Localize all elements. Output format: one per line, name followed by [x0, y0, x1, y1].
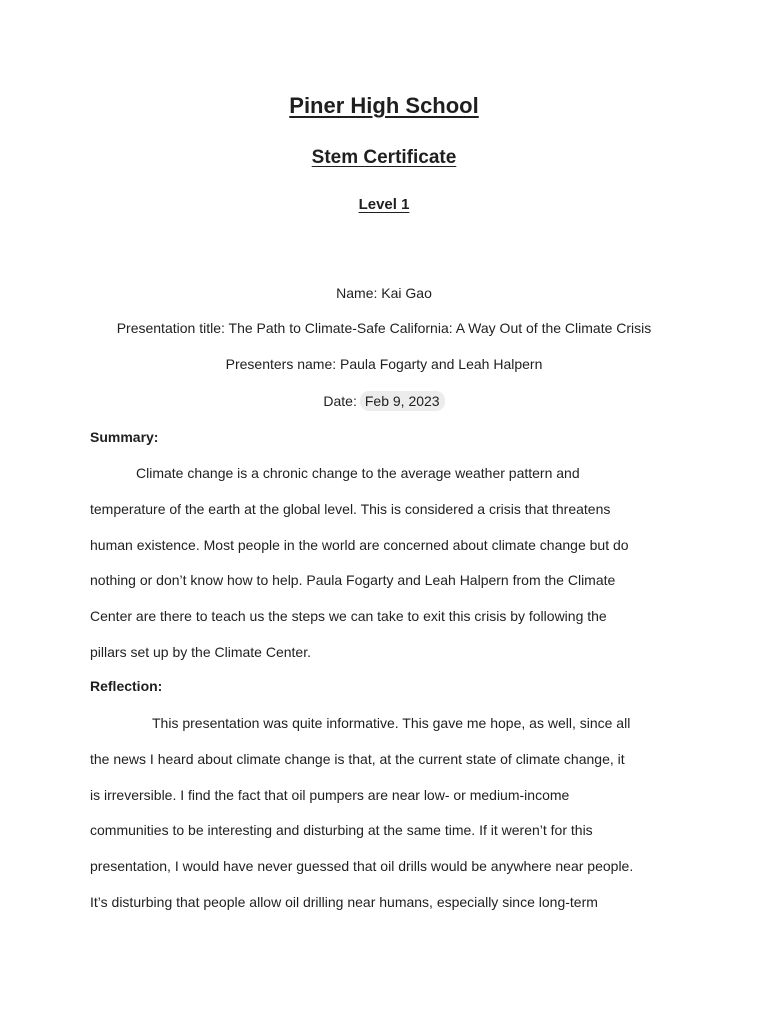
- reflection-line: This presentation was quite informative. This gave me hope, as well, since all: [152, 715, 631, 731]
- date-label: Date:: [323, 393, 357, 409]
- level-title: Level 1: [358, 196, 410, 213]
- date-line: [0, 391, 768, 411]
- reflection-line: It’s disturbing that people allow oil drilling near humans, especially since long-term: [90, 894, 598, 910]
- summary-line: pillars set up by the Climate Center.: [90, 644, 311, 660]
- presenters-name-line: Presenters name: Paula Fogarty and Leah Halpern: [225, 356, 543, 372]
- summary-heading: Summary:: [90, 429, 159, 445]
- presentation-title-line: Presentation title: The Path to Climate-Safe California: A Way Out of the Climate Crisis: [116, 320, 652, 336]
- reflection-line: presentation, I would have never guessed that oil drills would be anywhere near people.: [90, 858, 634, 874]
- reflection-line: communities to be interesting and disturbing at the same time. If it weren’t for this: [90, 822, 593, 838]
- reflection-line: is irreversible. I find the fact that oil pumpers are near low- or medium-income: [90, 787, 570, 803]
- certificate-title: Stem Certificate: [311, 147, 457, 168]
- summary-line: temperature of the earth at the global level. This is considered a crisis that threatens: [90, 501, 611, 517]
- school-title: Piner High School: [289, 93, 479, 118]
- date-chip[interactable]: Feb 9, 2023: [360, 391, 445, 411]
- summary-line: human existence. Most people in the world are concerned about climate change but do: [90, 537, 629, 553]
- summary-line: Center are there to teach us the steps we can take to exit this crisis by following the: [90, 608, 607, 624]
- reflection-line: the news I heard about climate change is that, at the current state of climate change, it: [90, 751, 625, 767]
- reflection-heading: Reflection:: [90, 678, 163, 694]
- summary-line: nothing or don’t know how to help. Paula Fogarty and Leah Halpern from the Climate: [90, 572, 616, 588]
- student-name-line: Name: Kai Gao: [336, 285, 432, 301]
- summary-line: Climate change is a chronic change to the average weather pattern and: [136, 465, 580, 481]
